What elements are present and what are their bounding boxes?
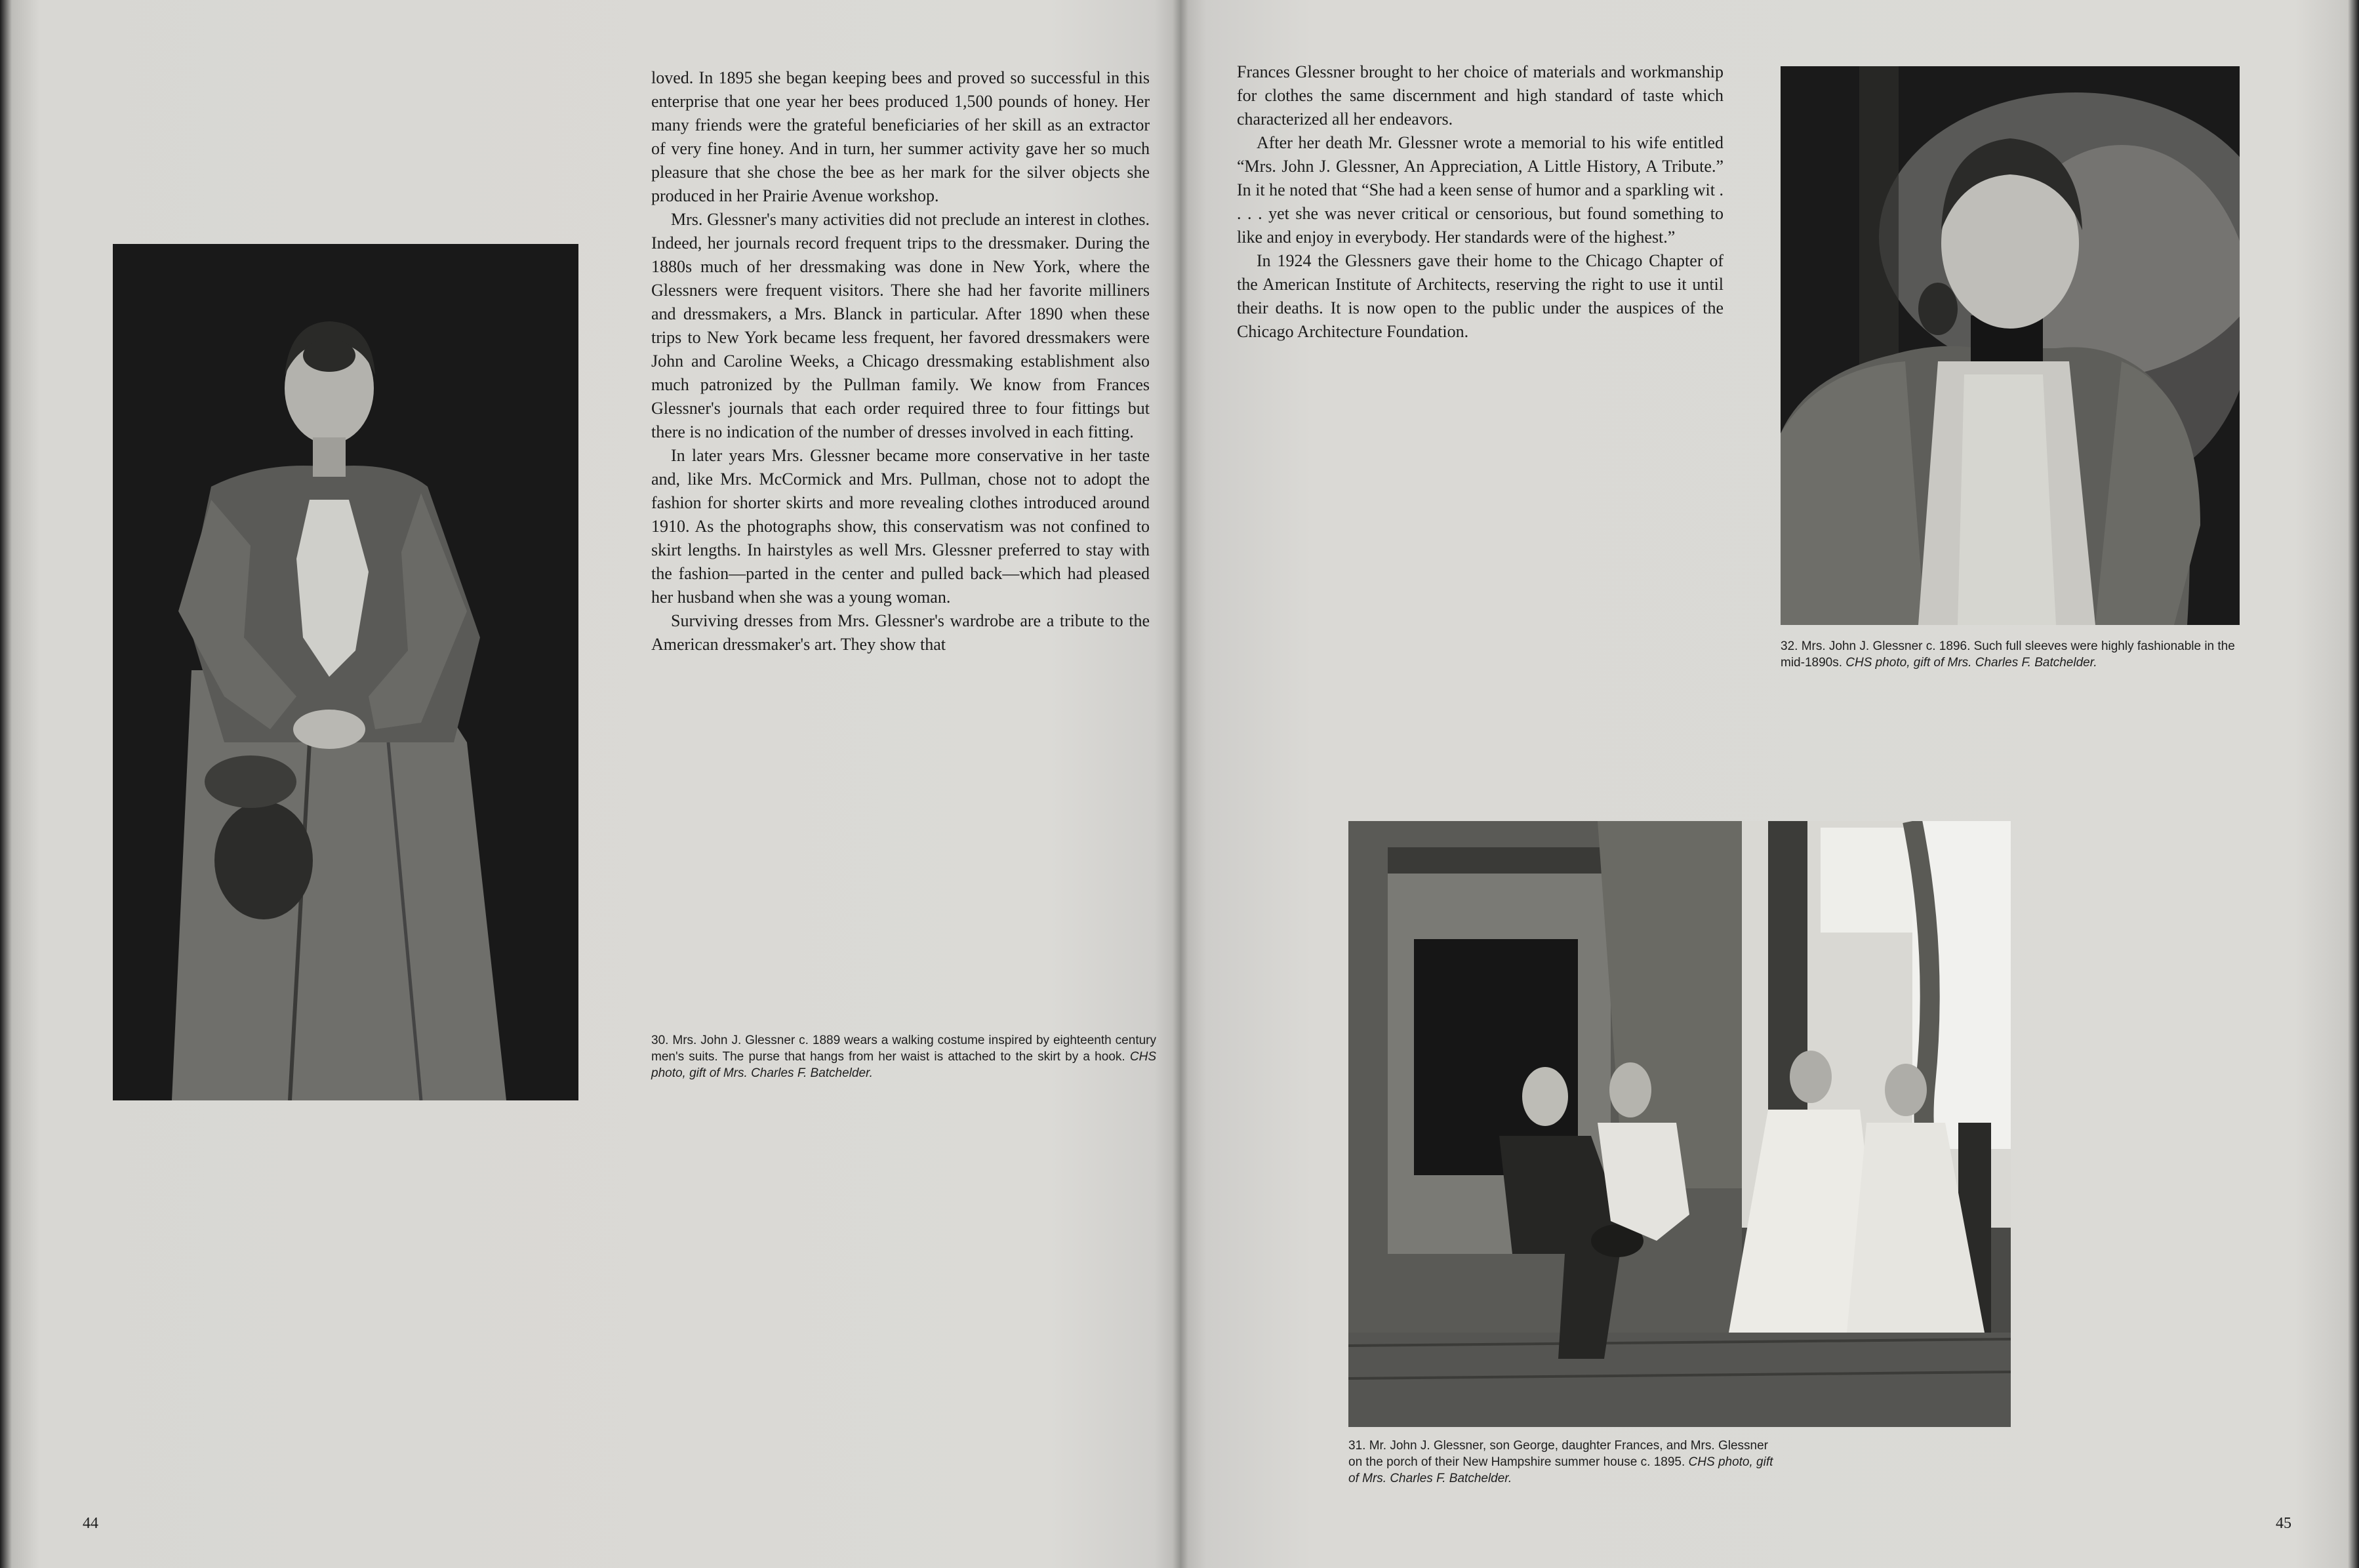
- caption-31: [1348, 1437, 1781, 1487]
- paragraph: In later years Mrs. Glessner became more conservative in her taste and, like Mrs. McCormick and Mrs. Pullman, chose not to adopt the fashion for shorter skirts and more revealing clothes introduced around 1910. As the photographs show, this conservatism was not confined to skirt lengths. In hairstyles as well Mrs. Glessner preferred to stay with the fashion—parted in the center and pulled back—which had pleased her husband when she was a young woman.: [651, 446, 1150, 607]
- paragraph: loved. In 1895 she began keeping bees and proved so successful in this enterprise that one year her bees produced 1,500 pounds of honey. Her many friends were the grateful beneficiaries of her skill as an extractor of very fine honey. And in turn, her summer activity gave her so much pleasure that she chose the bee as her mark for the silver objects she produced in her Prairie Avenue workshop.: [651, 68, 1150, 205]
- caption-source: CHS photo, gift of Mrs. Charles F. Batchelder.: [1845, 656, 2097, 670]
- paragraph: Frances Glessner brought to her choice of materials and workmanship for clothes the same discernment and high standard of taste which characterized all her endeavors.: [1237, 62, 1724, 129]
- paragraph: In 1924 the Glessners gave their home to the Chicago Chapter of the American Institute of Architects, reserving the right to use it until their deaths. It is now open to the public under the auspices of the Chicago Architecture Foundation.: [1237, 251, 1724, 341]
- photo-glessner-family-porch: [1348, 821, 2011, 1427]
- page-number-right: 45: [2276, 1515, 2291, 1532]
- photo-mrs-glessner-1889: [113, 244, 578, 1100]
- paragraph: Surviving dresses from Mrs. Glessner's wardrobe are a tribute to the American dressmaker's art. They show that: [651, 611, 1150, 654]
- left-body-text: [651, 66, 1150, 656]
- caption-source: CHS photo, gift of Mrs. Charles F. Batchelder.: [1348, 1455, 1773, 1485]
- caption-text: 31. Mr. John J. Glessner, son George, daughter Frances, and Mrs. Glessner on the porch of their New Hampshire summer house c. 1895.: [1348, 1439, 1768, 1469]
- paragraph: Mrs. Glessner's many activities did not preclude an interest in clothes. Indeed, her journals record frequent trips to the dressmaker. During the 1880s much of her dressmaking was done in New York, where the Glessners were frequent visitors. There she had her favorite milliners and dressmakers, a Mrs. Blanck in particular. After 1890 when these trips to New York became less frequent, her favored dressmakers were John and Caroline Weeks, a Chicago dressmaking establishment also much patronized by the Pullman family. We know from Frances Glessner's journals that each order required three to four fittings but there is no indication of the number of dresses involved in each fitting.: [651, 210, 1150, 441]
- caption-text: 30. Mrs. John J. Glessner c. 1889 wears a walking costume inspired by eighteenth century men's suits. The purse that hangs from her waist is attached to the skirt by a hook.: [651, 1034, 1156, 1064]
- paragraph: After her death Mr. Glessner wrote a memorial to his wife entitled “Mrs. John J. Glessner, An Appreciation, A Little History, A Tribute.” In it he noted that “She had a keen sense of humor and a sparkling wit . . . . yet she was never critical or censorious, but found something to like and enjoy in everybody. Her standards were of the highest.”: [1237, 133, 1724, 247]
- photo-mrs-glessner-1896: [1781, 66, 2240, 625]
- caption-32: [1781, 638, 2240, 671]
- right-page: [1180, 0, 2359, 1568]
- caption-source: CHS photo, gift of Mrs. Charles F. Batchelder.: [651, 1050, 1157, 1080]
- book-gutter: [1173, 0, 1188, 1568]
- caption-30: [651, 1032, 1156, 1081]
- caption-text: 32. Mrs. John J. Glessner c. 1896. Such full sleeves were highly fashionable in the mid-1890s.: [1781, 639, 2235, 670]
- right-body-text: [1237, 60, 1724, 344]
- page-number-left: 44: [83, 1515, 98, 1532]
